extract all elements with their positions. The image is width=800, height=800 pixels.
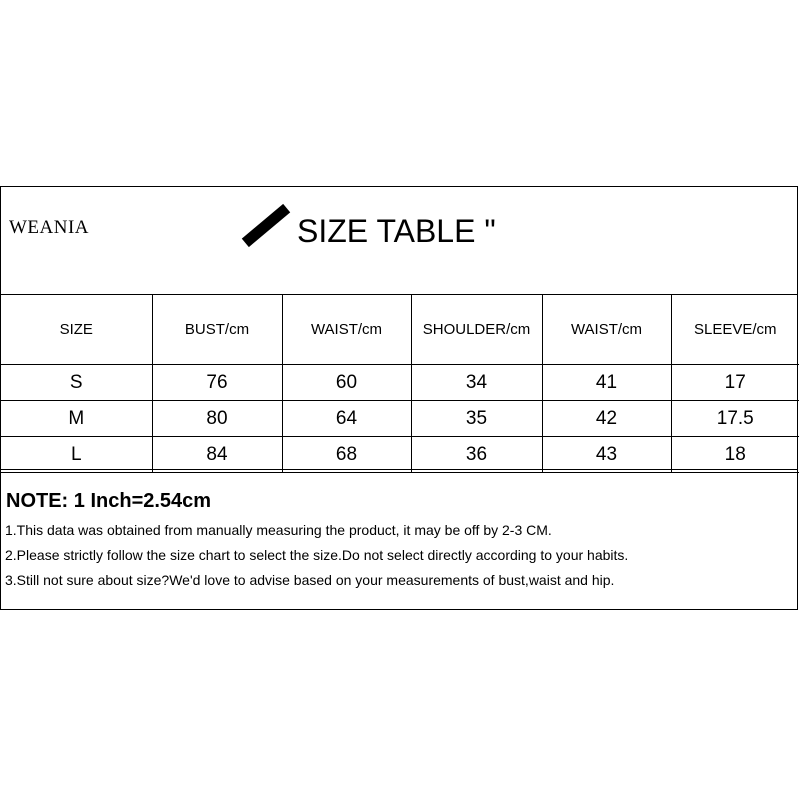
table-row — [1, 401, 799, 437]
table-row — [1, 437, 799, 473]
note-line-2: 2.Please strictly follow the size chart to select the size.Do not select directly according to your habits. — [5, 547, 629, 563]
note-title: NOTE: 1 Inch=2.54cm — [6, 490, 212, 512]
column-header-shoulder: SHOULDER/cm — [411, 294, 542, 365]
size-chart-card — [0, 186, 798, 610]
column-header-waist: WAIST/cm — [282, 294, 411, 365]
size-table — [1, 294, 799, 473]
brand-logo: WEANIA — [9, 217, 90, 238]
notes-section — [1, 469, 797, 611]
table-cell: 68 — [282, 437, 411, 473]
table-cell: 35 — [411, 401, 542, 437]
table-cell: 41 — [542, 365, 671, 401]
table-cell: S — [1, 365, 152, 401]
table-cell: 18 — [671, 437, 799, 473]
table-cell: 42 — [542, 401, 671, 437]
table-cell: 43 — [542, 437, 671, 473]
table-cell: 17 — [671, 365, 799, 401]
table-cell: 80 — [152, 401, 282, 437]
table-cell: 17.5 — [671, 401, 799, 437]
table-cell: 64 — [282, 401, 411, 437]
table-cell: 76 — [152, 365, 282, 401]
table-cell: L — [1, 437, 152, 473]
table-cell: M — [1, 401, 152, 437]
note-line-3: 3.Still not sure about size?We'd love to advise based on your measurements of bust,waist and hip. — [5, 572, 615, 588]
size-table-title: SIZE TABLE " — [297, 213, 496, 249]
note-line-1: 1.This data was obtained from manually measuring the product, it may be off by 2-3 CM. — [5, 522, 552, 538]
slash-decoration-icon — [242, 204, 290, 247]
table-header-row — [1, 294, 799, 365]
table-cell: 60 — [282, 365, 411, 401]
size-chart-header — [1, 187, 797, 295]
table-cell: 84 — [152, 437, 282, 473]
column-header-bust: BUST/cm — [152, 294, 282, 365]
column-header-size: SIZE — [1, 294, 152, 365]
column-header-waist-2: WAIST/cm — [542, 294, 671, 365]
table-cell: 36 — [411, 437, 542, 473]
table-row — [1, 365, 799, 401]
column-header-sleeve: SLEEVE/cm — [671, 294, 799, 365]
table-cell: 34 — [411, 365, 542, 401]
